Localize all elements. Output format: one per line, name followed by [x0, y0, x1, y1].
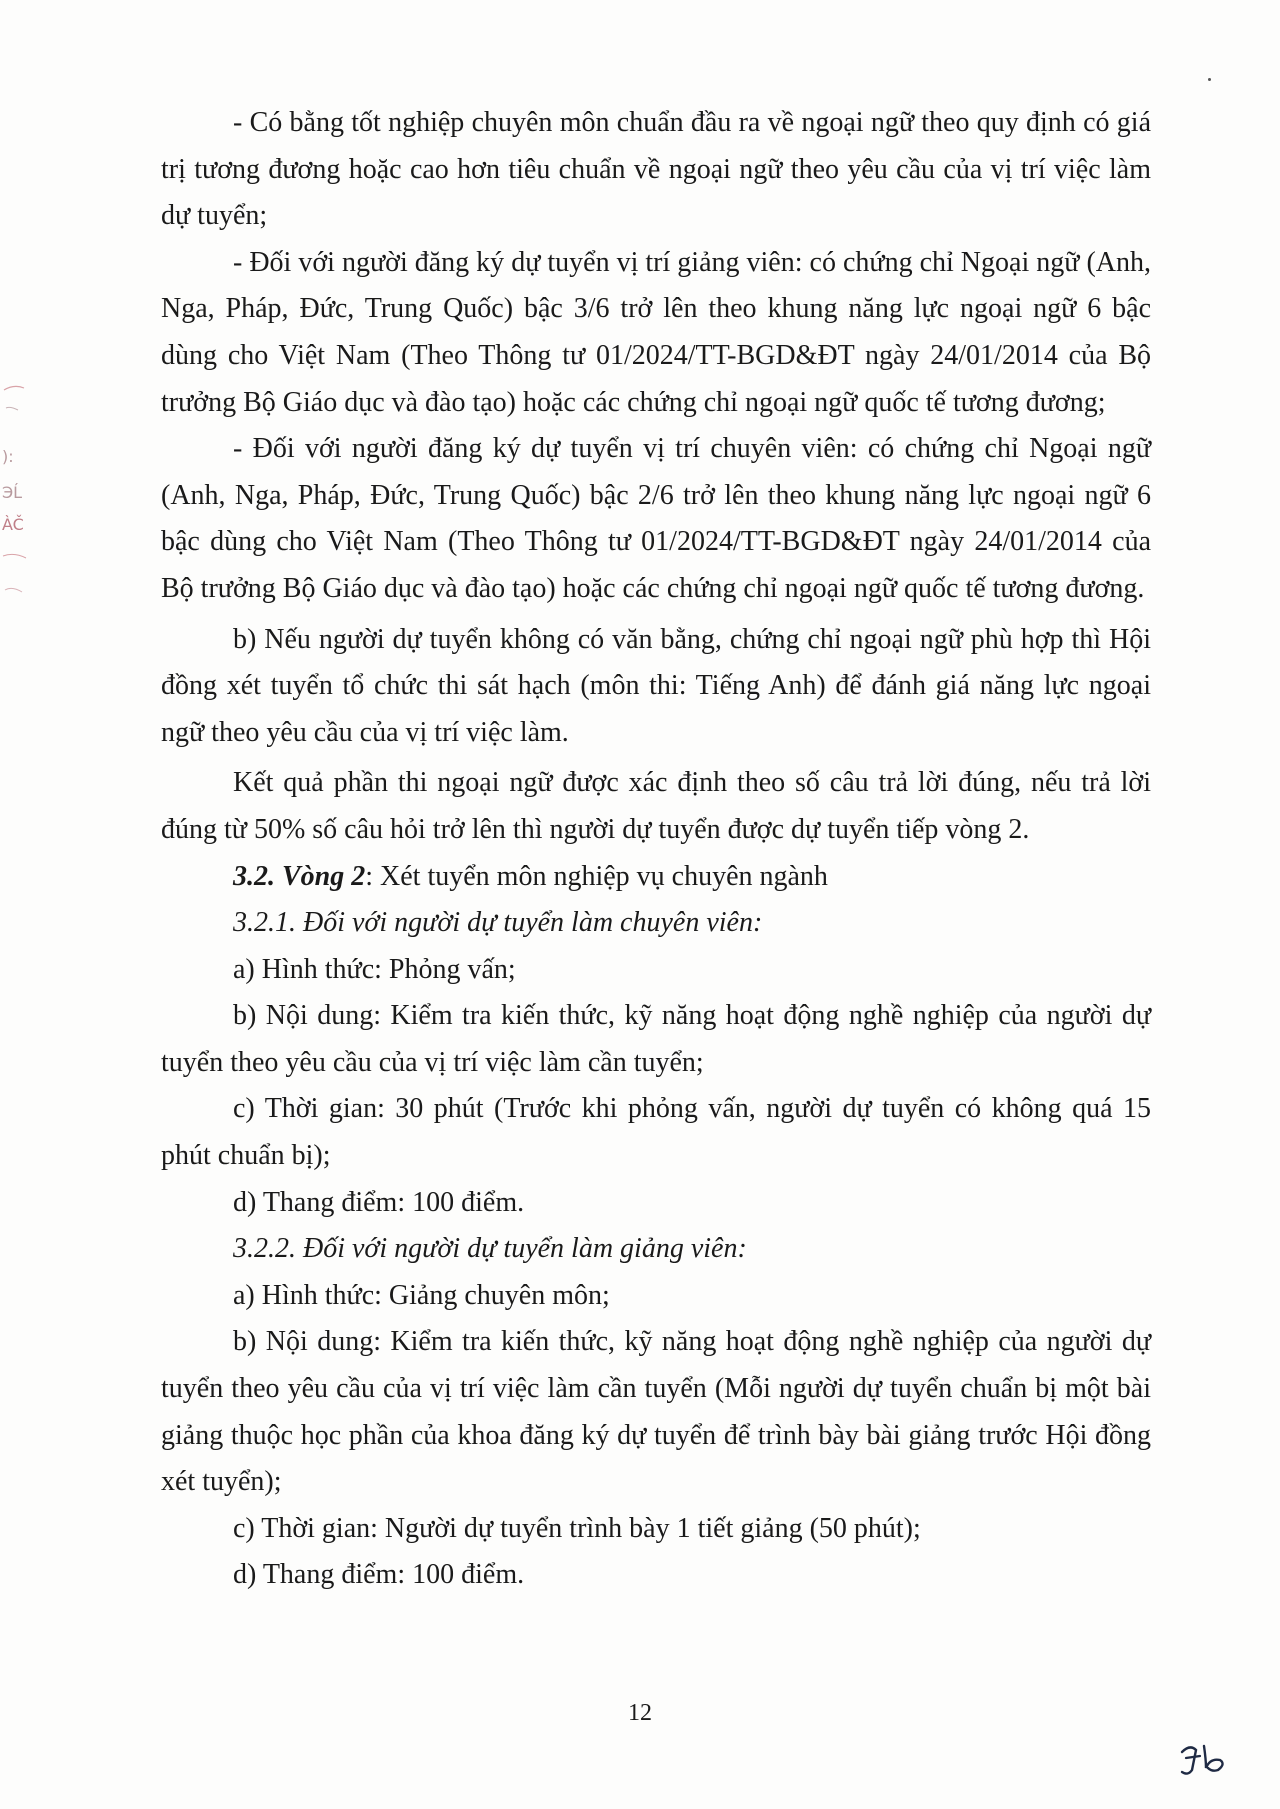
lecturer-heading: 3.2.2. Đối với người dự tuyển làm giảng viên: — [233, 1233, 747, 1265]
specialist-item-time: c) Thời gian: 30 phút (Trước khi phỏng vấn, người dự tuyển có không quá 15 phút chuẩn bị); — [161, 1093, 1151, 1172]
round2-heading-label: 3.2. Vòng 2 — [233, 860, 366, 892]
lecturer-item-time: c) Thời gian: Người dự tuyển trình bày 1 tiết giảng (50 phút); — [233, 1512, 921, 1544]
specialist-item-score: d) Thang điểm: 100 điểm. — [233, 1186, 525, 1218]
scan-speck — [1208, 78, 1211, 81]
paragraph-exam-if-no-certificate: b) Nếu người dự tuyển không có văn bằng, chứng chỉ ngoại ngữ phù hợp thì Hội đồng xét tuyển tổ chức thi sát hạch (môn thi: Tiếng Anh) để đánh giá năng lực ngoại ngữ theo yêu cầu của vị trí việc làm. — [161, 623, 1151, 748]
body-text — [161, 100, 1151, 1599]
page-number: 12 — [628, 1700, 652, 1726]
specialist-item-content: b) Nội dung: Kiểm tra kiến thức, kỹ năng hoạt động nghề nghiệp của người dự tuyển theo yêu cầu của vị trí việc làm cần tuyển; — [161, 1000, 1151, 1078]
svg-text:ÀČ: ÀČ — [2, 515, 24, 534]
paragraph-lecturer-certificate: - Đối với người đăng ký dự tuyển vị trí giảng viên: có chứng chỉ Ngoại ngữ (Anh, Nga, Pháp, Đức, Trung Quốc) bậc 3/6 trở lên theo khung năng lực ngoại ngữ 6 bậc dùng cho Việt Nam (Theo Thông tư 01/2024/TT-BGD&ĐT ngày 24/01/2014 của Bộ trưởng Bộ Giáo dục và đào tạo) hoặc các chứng chỉ ngoại ngữ quốc tế tương đương; — [161, 246, 1151, 418]
paragraph-degree-requirement: - Có bằng tốt nghiệp chuyên môn chuẩn đầu ra về ngoại ngữ theo quy định có giá trị tương đương hoặc cao hơn tiêu chuẩn về ngoại ngữ theo yêu cầu của vị trí việc làm dự tuyển; — [161, 107, 1151, 232]
lecturer-item-score: d) Thang điểm: 100 điểm. — [233, 1559, 525, 1591]
svg-text:ЭĹ: ЭĹ — [2, 483, 23, 502]
round2-heading — [161, 854, 1151, 901]
lecturer-item-content: b) Nội dung: Kiểm tra kiến thức, kỹ năng hoạt động nghề nghiệp của người dự tuyển theo yêu cầu của vị trí việc làm cần tuyển (Mỗi người dự tuyển chuẩn bị một bài giảng thuộc học phần của khoa đăng ký dự tuyển để trình bày bài giảng trước Hội đồng xét tuyển); — [161, 1326, 1151, 1498]
paragraph-specialist-certificate: - Đối với người đăng ký dự tuyển vị trí chuyên viên: có chứng chỉ Ngoại ngữ (Anh, Nga, Pháp, Đức, Trung Quốc) bậc 2/6 trở lên theo khung năng lực ngoại ngữ 6 bậc dùng cho Việt Nam (Theo Thông tư 01/2024/TT-BGD&ĐT ngày 24/01/2014 của Bộ trưởng Bộ Giáo dục và đào tạo) hoặc các chứng chỉ ngoại ngữ quốc tế tương đương. — [161, 433, 1151, 604]
round2-heading-text: : Xét tuyển môn nghiệp vụ chuyên ngành — [365, 860, 828, 892]
svg-text:):: ): — [2, 447, 14, 466]
specialist-heading: 3.2.1. Đối với người dự tuyển làm chuyên viên: — [233, 907, 763, 939]
handwritten-initials-signature — [1176, 1738, 1232, 1778]
paragraph-exam-result: Kết quả phần thi ngoại ngữ được xác định theo số câu trả lời đúng, nếu trả lời đúng từ 50% số câu hỏi trở lên thì người dự tuyển được dự tuyển tiếp vòng 2. — [161, 767, 1151, 845]
lecturer-item-format: a) Hình thức: Giảng chuyên môn; — [233, 1279, 610, 1311]
stamp-fragment-left-margin — [0, 380, 40, 640]
specialist-item-format: a) Hình thức: Phỏng vấn; — [233, 953, 516, 985]
